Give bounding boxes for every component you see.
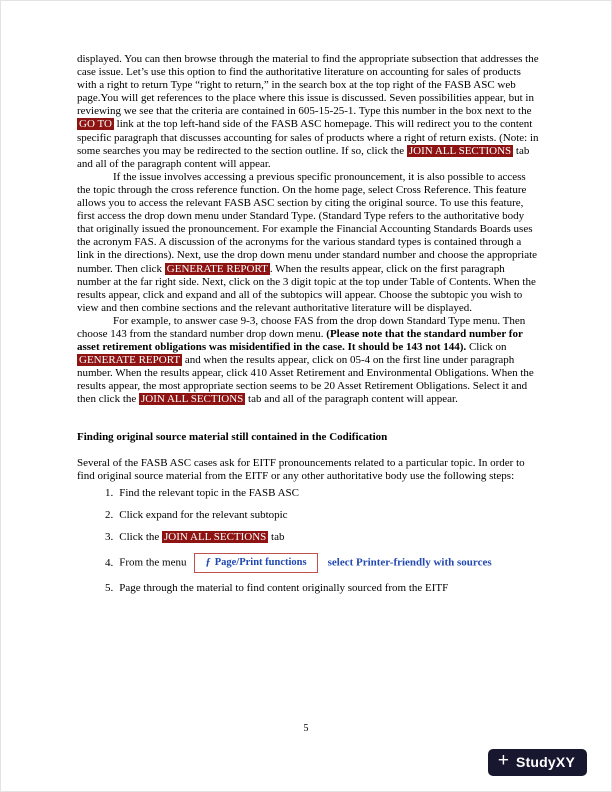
list-item — [105, 487, 539, 500]
body-text: tab and all of the paragraph content will appear. — [245, 393, 458, 406]
list-number: 2. — [105, 508, 114, 521]
list-item — [105, 531, 539, 544]
body-text: and when the results appear, click on 05-4 on the first line under paragraph number. When the results appear, click 410 Asset Retirement and Environmental Obligations. When the results appear, the most appropriate section seems to be 20 Asset Retirement Obligations. Select it and then click the — [77, 354, 534, 406]
function-icon: ƒ — [205, 557, 211, 569]
step-text: Find the relevant topic in the FASB ASC — [119, 486, 300, 499]
step-text: Click expand for the relevant subtopic — [119, 508, 288, 521]
body-text: tab — [268, 531, 285, 543]
generate-report-highlight: GENERATE REPORT — [79, 354, 181, 367]
list-number: 4. — [105, 556, 114, 569]
paragraph-cross-reference — [77, 171, 539, 315]
body-text: Click the — [119, 531, 163, 543]
list-number: 5. — [105, 582, 114, 595]
step-text — [119, 553, 491, 573]
plus-icon: + — [497, 750, 510, 771]
go-to-highlight: GO TO — [79, 118, 112, 131]
step-text — [119, 531, 284, 544]
list-item — [105, 582, 539, 595]
body-text: tab and all of the paragraph content will appear. — [77, 144, 530, 170]
printer-friendly-instruction: select Printer-friendly with sources — [327, 556, 492, 569]
logo-text-secondary: XY — [555, 754, 575, 770]
paragraph-browse-material — [77, 53, 539, 171]
section-heading: Finding original source material still contained in the Codification — [77, 430, 388, 443]
body-text: . When the results appear, click on the first paragraph number at the far right side. Next, click on the 3 digit topic at the top under Table of Contents. When the results appear, click and expand and all of the subtopics will appear. Choose the subtopic you wish to view and then combine sections and the relevant authoritative literature will be displayed. — [77, 262, 536, 314]
studyxy-logo[interactable] — [488, 749, 587, 776]
paragraph-eitf-intro: Several of the FASB ASC cases ask for EITF pronouncements related to a particular topic. In order to find original source material from the EITF or any other authoritative body use the following steps: — [77, 456, 525, 482]
logo-text — [516, 754, 575, 770]
body-text: If the issue involves accessing a previous specific pronouncement, it is also possible to access the topic through the cross reference function. On the home page, select Cross Reference. This feature allows you to access the relevant FASB ASC section by citing the original source. To use this feature, first access the drop down menu under Standard Type. (Standard Type refers to the authoritative body that originally issued the pronouncement. For example the Financial Accounting Standards Boards uses the acronym FAS. A discussion of the acronyms for the various standard types is contained through a link in the directions). Next, use the drop down menu under standard number and choose the appropriate number. Then click — [77, 170, 538, 275]
list-item — [105, 553, 539, 573]
body-text: Click on — [466, 341, 507, 354]
join-all-sections-highlight: JOIN ALL SECTIONS — [408, 144, 512, 157]
body-text: link at the top left-hand side of the FASB ASC homepage. This will redirect you to the content specific paragraph that discusses accounting for sales of products where a right of return exists. (Note: in some searches you may be redirected to the section outline. If so, click the — [77, 118, 539, 157]
paragraph-example-case-9-3 — [77, 315, 539, 407]
join-all-sections-highlight: JOIN ALL SECTIONS — [141, 393, 244, 406]
list-item — [105, 509, 539, 522]
join-all-sections-highlight: JOIN ALL SECTIONS — [164, 531, 267, 543]
body-text: From the menu — [119, 556, 187, 569]
list-number: 1. — [105, 486, 114, 499]
step-text: Page through the material to find content originally sourced from the EITF — [119, 582, 449, 595]
body-text: displayed. You can then browse through the material to find the appropriate subsection that addresses the case issue. Let’s use this option to find the authoritative literature on accounting for sales of products with a right to return Type “right to return,” in the search box at the top right of the FASB ASC web page.You will get references to the place where this issue is discussed. Seven possibilities appear, but in reviewing we see that the criteria are contained in 605-15-25-1. Type this number in the box next to the — [77, 53, 539, 118]
page-number: 5 — [303, 723, 309, 734]
logo-text-primary: Study — [516, 754, 556, 770]
page-content — [77, 53, 539, 604]
page-print-functions-box — [194, 553, 317, 573]
page-print-functions-label: Page/Print functions — [214, 557, 307, 569]
generate-report-highlight: GENERATE REPORT — [166, 262, 268, 275]
bold-note-text: (Please note that the standard number for asset retirement obligations was misidentified in the case. It should be 143 not 144). — [77, 327, 523, 354]
body-text: For example, to answer case 9-3, choose FAS from the drop down Standard Type menu. Then choose 143 from the standard number drop down menu. — [77, 314, 526, 340]
steps-list — [77, 487, 539, 595]
list-number: 3. — [105, 531, 114, 543]
